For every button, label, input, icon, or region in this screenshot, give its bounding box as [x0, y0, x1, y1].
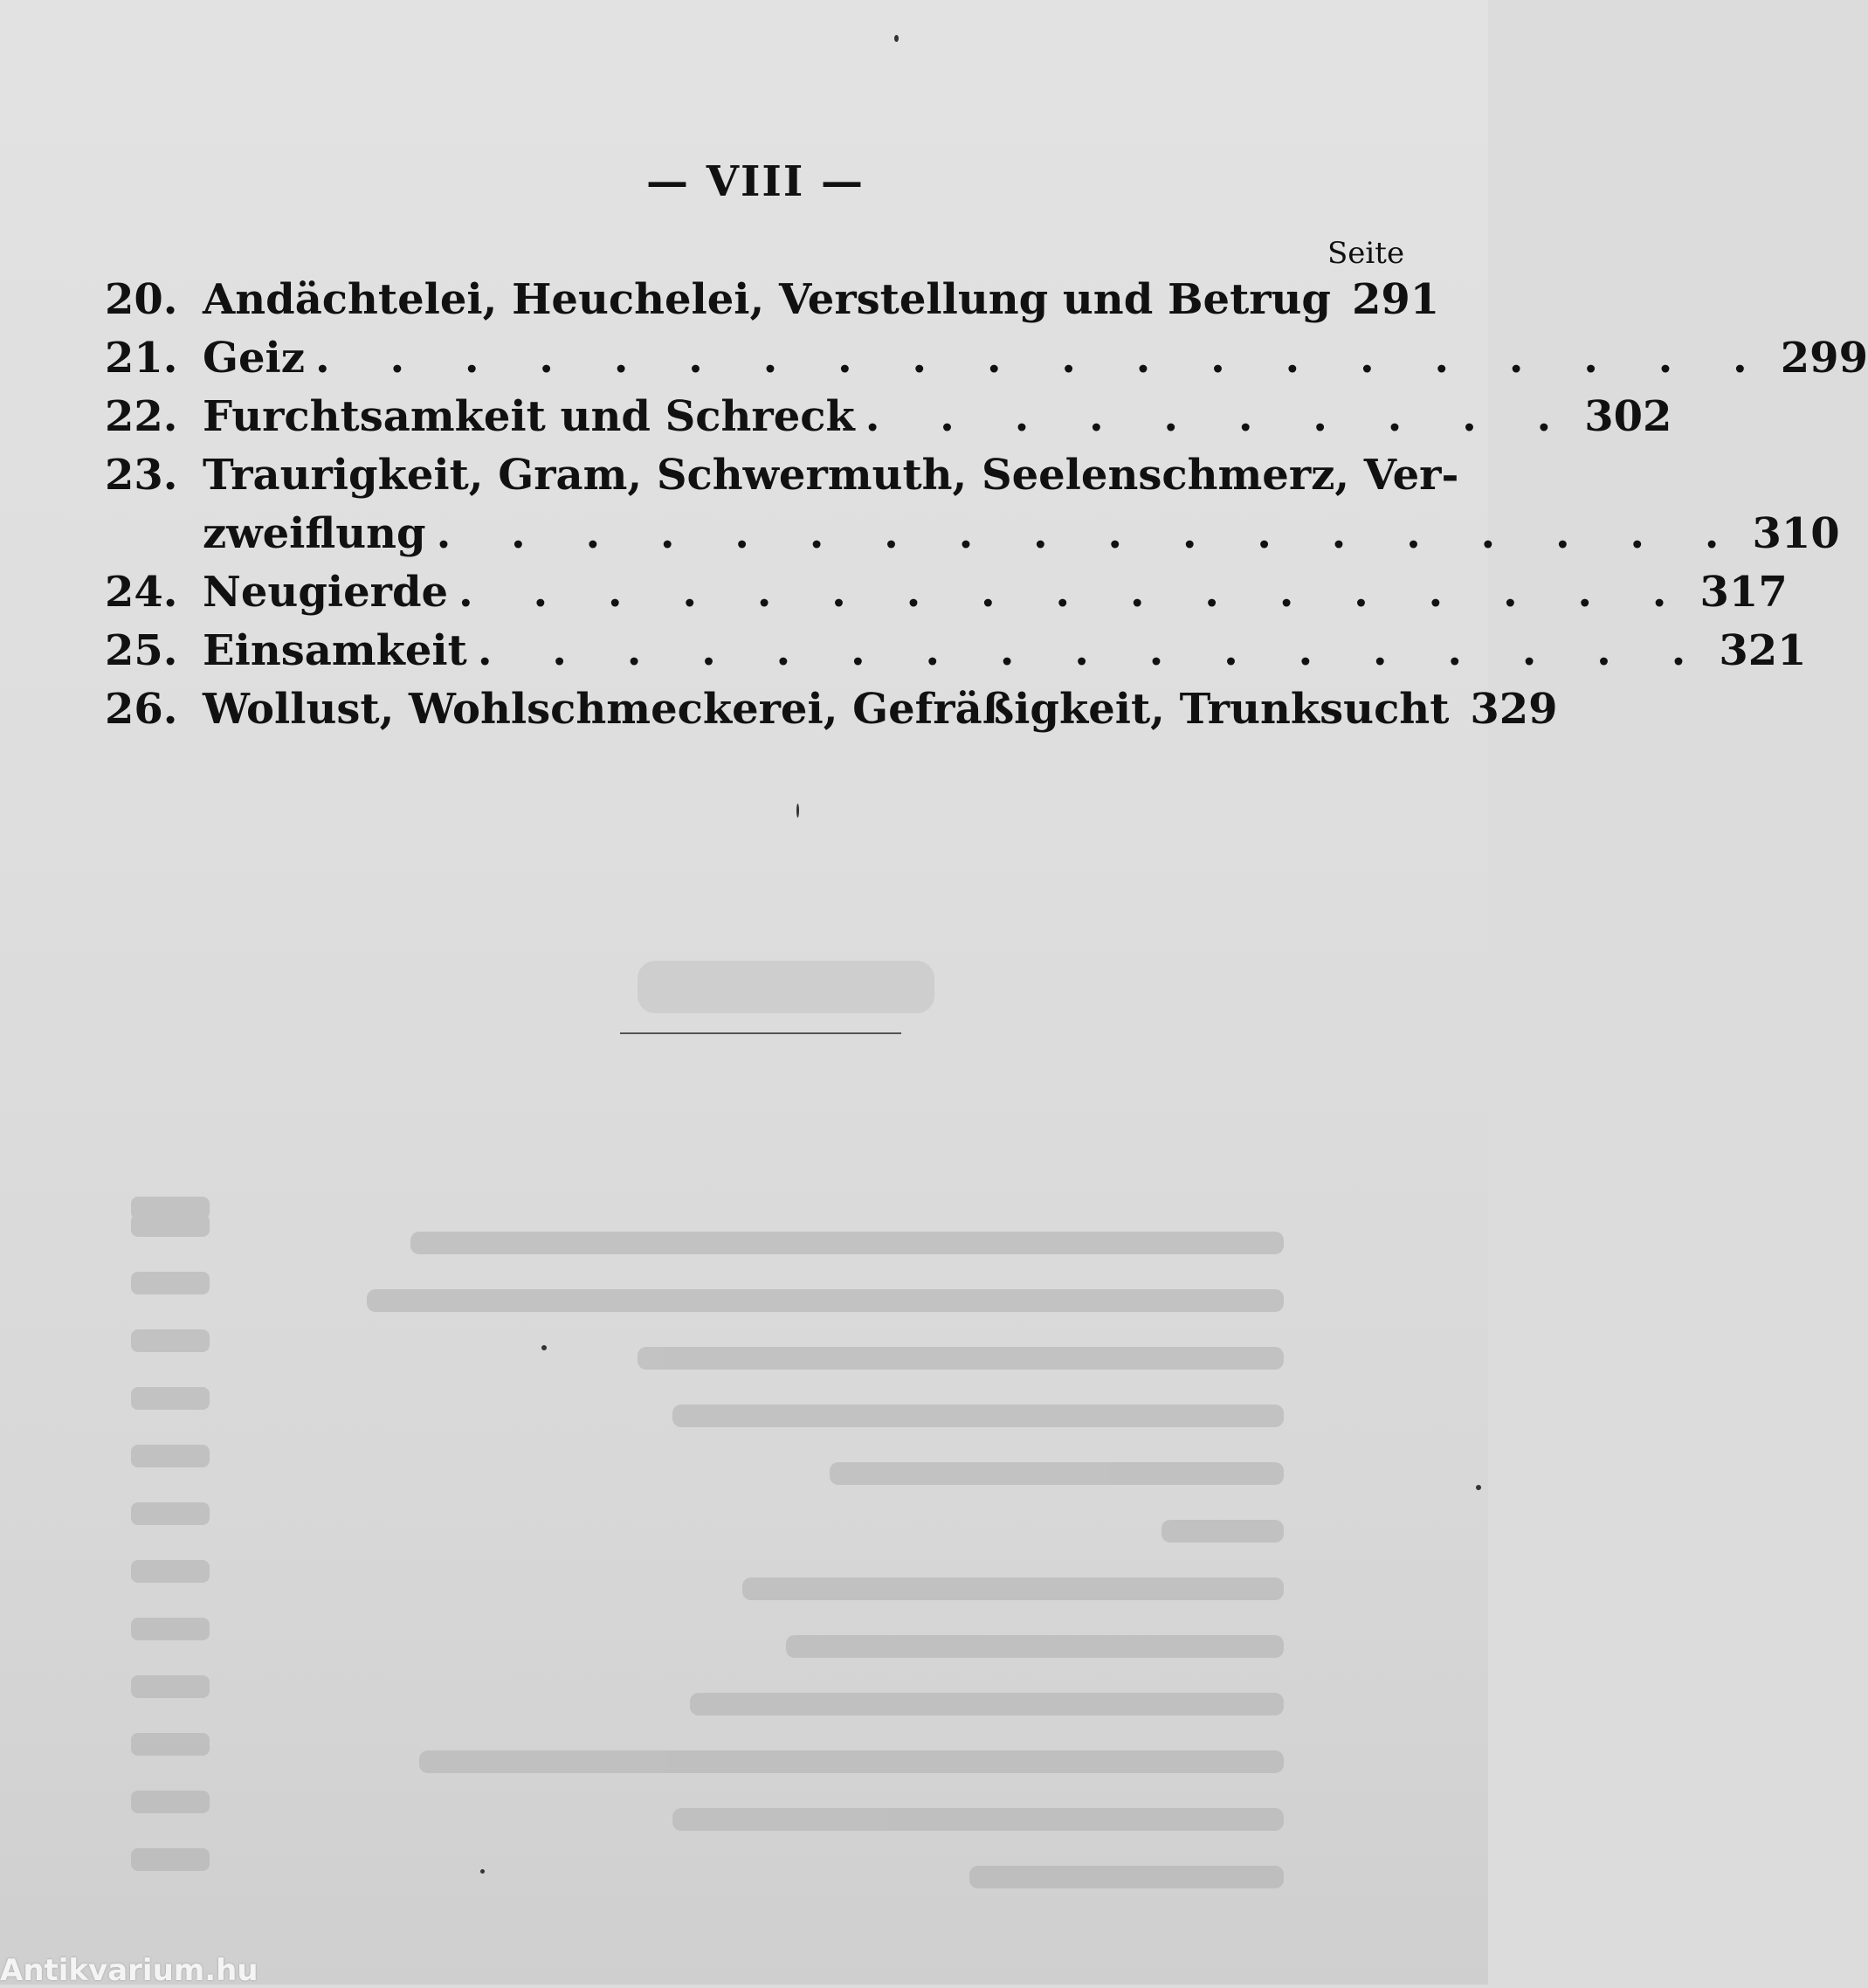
toc-entry-number: 25. — [105, 626, 178, 675]
toc-entry-title: Andächtelei, Heuchelei, Verstellung und Betrug — [203, 275, 1331, 324]
toc-entry-page: 321 — [1719, 626, 1807, 675]
toc-leader-dots: . . . . . . . . . . . . . . . . . — [458, 568, 1690, 617]
toc-leader-dots: . . . . . . . . . . . . . . . . . . — [436, 509, 1742, 558]
toc-entry-page: 302 — [1584, 392, 1672, 441]
bleed-through-texture — [114, 1214, 1423, 1930]
paper-speck — [480, 1869, 485, 1874]
toc-entry-page: 291 — [1352, 275, 1440, 324]
page-number: — VIII — — [645, 157, 865, 206]
toc-entry-number: 24. — [105, 568, 178, 617]
toc-entry-title: Einsamkeit — [203, 626, 467, 675]
toc-entry-number: 21. — [105, 334, 178, 383]
toc-entry-number: 26. — [105, 685, 178, 734]
toc-row — [105, 672, 1558, 734]
paper-speck — [1476, 1485, 1481, 1490]
toc-entry-title: Geiz — [203, 334, 306, 383]
bleed-through-heading — [620, 935, 969, 1039]
seite-column-label: Seite — [1327, 236, 1405, 271]
toc-leader-dots: . . . . . . . . . . — [865, 392, 1575, 441]
toc-entry-title: Furchtsamkeit und Schreck — [203, 392, 855, 441]
toc-entry-number: 23. — [105, 451, 178, 500]
paper-speck — [796, 804, 799, 818]
toc-row — [105, 555, 1788, 617]
toc-entry-page: 310 — [1752, 509, 1840, 558]
paper-speck — [541, 1345, 547, 1350]
toc-row — [105, 321, 1868, 383]
toc-row — [105, 262, 1440, 324]
toc-row — [105, 496, 1840, 558]
toc-entry-page: 299 — [1780, 334, 1868, 383]
toc-entry-page: 329 — [1470, 685, 1558, 734]
toc-entry-title: zweiflung — [203, 509, 426, 558]
watermark: Antikvarium.hu — [0, 1953, 258, 1988]
toc-entry-title: Wollust, Wohlschmeckerei, Gefräßigkeit, Trunksucht — [203, 685, 1450, 734]
paper-speck — [894, 35, 899, 42]
toc-leader-dots: . . . . . . . . . . . . . . . . . — [477, 626, 1709, 675]
table-of-contents — [105, 262, 1868, 734]
toc-row — [105, 613, 1807, 675]
toc-entry-page: 317 — [1699, 568, 1788, 617]
toc-row — [105, 438, 1459, 500]
toc-entry-title: Neugierde — [203, 568, 449, 617]
toc-entry-number: 22. — [105, 392, 178, 441]
toc-entry-number: 20. — [105, 275, 178, 324]
toc-entry-title: Traurigkeit, Gram, Schwermuth, Seelenschmerz, Ver- — [203, 451, 1459, 500]
toc-row — [105, 379, 1672, 441]
toc-leader-dots: . . . . . . . . . . . . . . . . . . . . — [315, 334, 1770, 383]
